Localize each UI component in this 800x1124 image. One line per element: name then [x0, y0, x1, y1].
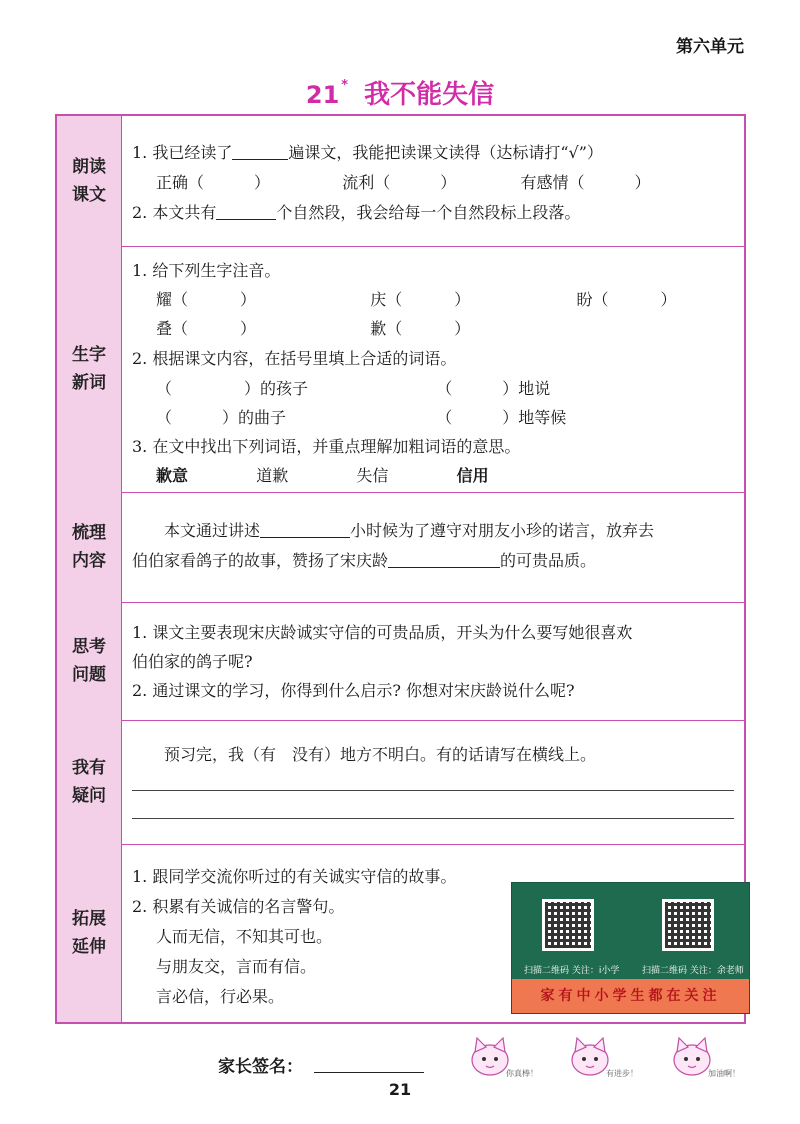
read-q1: 1. 我已经读了 遍课文，我能把读课文读得（达标请打“√”）	[132, 143, 603, 162]
unit-label: 第六单元	[676, 37, 744, 57]
saying-2: 与朋友交，言而有信。	[156, 957, 317, 976]
read-count-blank[interactable]	[232, 141, 288, 160]
row-label-words: 生字 新词	[57, 246, 122, 492]
qr-code-1[interactable]	[542, 899, 594, 951]
think-q1a: 1. 课文主要表现宋庆龄诚实守信的可贵品质，开头为什么要写她很喜欢	[132, 623, 633, 642]
lesson-number: 21	[305, 81, 340, 109]
row-label-read: 朗读 课文	[57, 116, 122, 246]
fill-row-1: （ ）的孩子 （ ）地说	[156, 379, 551, 398]
summary-line-1: 本文通过讲述 小时候为了遵守对朋友小珍的诺言，放弃去	[164, 521, 655, 540]
answer-line-1[interactable]	[132, 790, 734, 791]
words-q2: 2. 根据课文内容，在括号里填上合适的词语。	[132, 349, 457, 368]
qr-caption-1: 扫描二维码 关注：i小学	[524, 966, 620, 976]
row-content-ask	[122, 720, 744, 844]
summary-blank-1[interactable]	[260, 519, 350, 538]
row-words	[57, 246, 744, 493]
vocab-daoqian: 道歉	[256, 466, 289, 485]
sticker-text-3: 加油啊！	[708, 1069, 740, 1078]
extend-q1: 1. 跟同学交流你听过的有关诚实守信的故事。	[132, 867, 457, 886]
fill-row-2: （ ）的曲子 （ ）地等候	[156, 408, 567, 427]
summary-line-2: 伯伯家看鸽子的故事，赞扬了宋庆龄 的可贵品质。	[132, 551, 597, 570]
vocab-qianyi: 歉意	[156, 466, 189, 485]
row-content-summary	[122, 492, 744, 602]
think-q1b: 伯伯家的鸽子呢?	[132, 652, 253, 671]
page-number: 21	[388, 1080, 412, 1099]
answer-line-2[interactable]	[132, 818, 734, 819]
row-label-summary: 梳理 内容	[57, 492, 122, 602]
row-read	[57, 116, 744, 247]
saying-3: 言必信，行必果。	[156, 987, 285, 1006]
row-content-words	[122, 246, 744, 492]
qr-code-card	[511, 882, 750, 1014]
summary-blank-2[interactable]	[388, 549, 500, 568]
think-q2: 2. 通过课文的学习，你得到什么启示? 你想对宋庆龄说什么呢?	[132, 681, 575, 700]
row-summary	[57, 492, 744, 603]
parent-signature-label: 家长签名：	[218, 1057, 303, 1077]
words-q1: 1. 给下列生字注音。	[132, 261, 281, 280]
lesson-mark: *	[341, 78, 349, 93]
saying-1: 人而无信，不知其可也。	[156, 927, 333, 946]
row-label-think: 思考 问题	[57, 602, 122, 720]
row-label-extend: 拓展 延伸	[57, 844, 122, 1022]
row-think	[57, 602, 744, 721]
qr-banner: 家有中小学生都在关注	[512, 979, 749, 1013]
lesson-title	[0, 74, 800, 111]
paragraph-count-blank[interactable]	[216, 201, 276, 220]
read-q2: 2. 本文共有 个自然段，我会给每一个自然段标上段落。	[132, 203, 581, 222]
vocab-shixin: 失信	[356, 466, 389, 485]
vocab-list	[156, 461, 489, 490]
lesson-title-text: 我不能失信	[364, 80, 495, 110]
sticker-text-2: 有进步！	[606, 1069, 638, 1078]
qr-code-2[interactable]	[662, 899, 714, 951]
qr-caption-2: 扫描二维码 关注：余老师	[642, 966, 744, 976]
extend-q2: 2. 积累有关诚信的名言警句。	[132, 897, 345, 916]
sticker-text-1: 你真棒！	[506, 1069, 538, 1078]
words-q3: 3. 在文中找出下列词语，并重点理解加粗词语的意思。	[132, 437, 521, 456]
parent-signature-line[interactable]	[314, 1072, 424, 1073]
pinyin-row-2: 叠（ ） 歉（ ）	[156, 319, 471, 338]
row-ask	[57, 720, 744, 845]
read-options: 正确（ ） 流利（ ） 有感情（ ）	[156, 173, 651, 192]
pinyin-row-1: 耀（ ） 庆（ ） 盼（ ）	[156, 290, 677, 309]
row-label-ask: 我有 疑问	[57, 720, 122, 844]
vocab-xinyong: 信用	[456, 466, 489, 485]
row-content-think	[122, 602, 744, 720]
row-content-read	[122, 116, 744, 246]
ask-prompt: 预习完，我（有 没有）地方不明白。有的话请写在横线上。	[164, 745, 597, 764]
